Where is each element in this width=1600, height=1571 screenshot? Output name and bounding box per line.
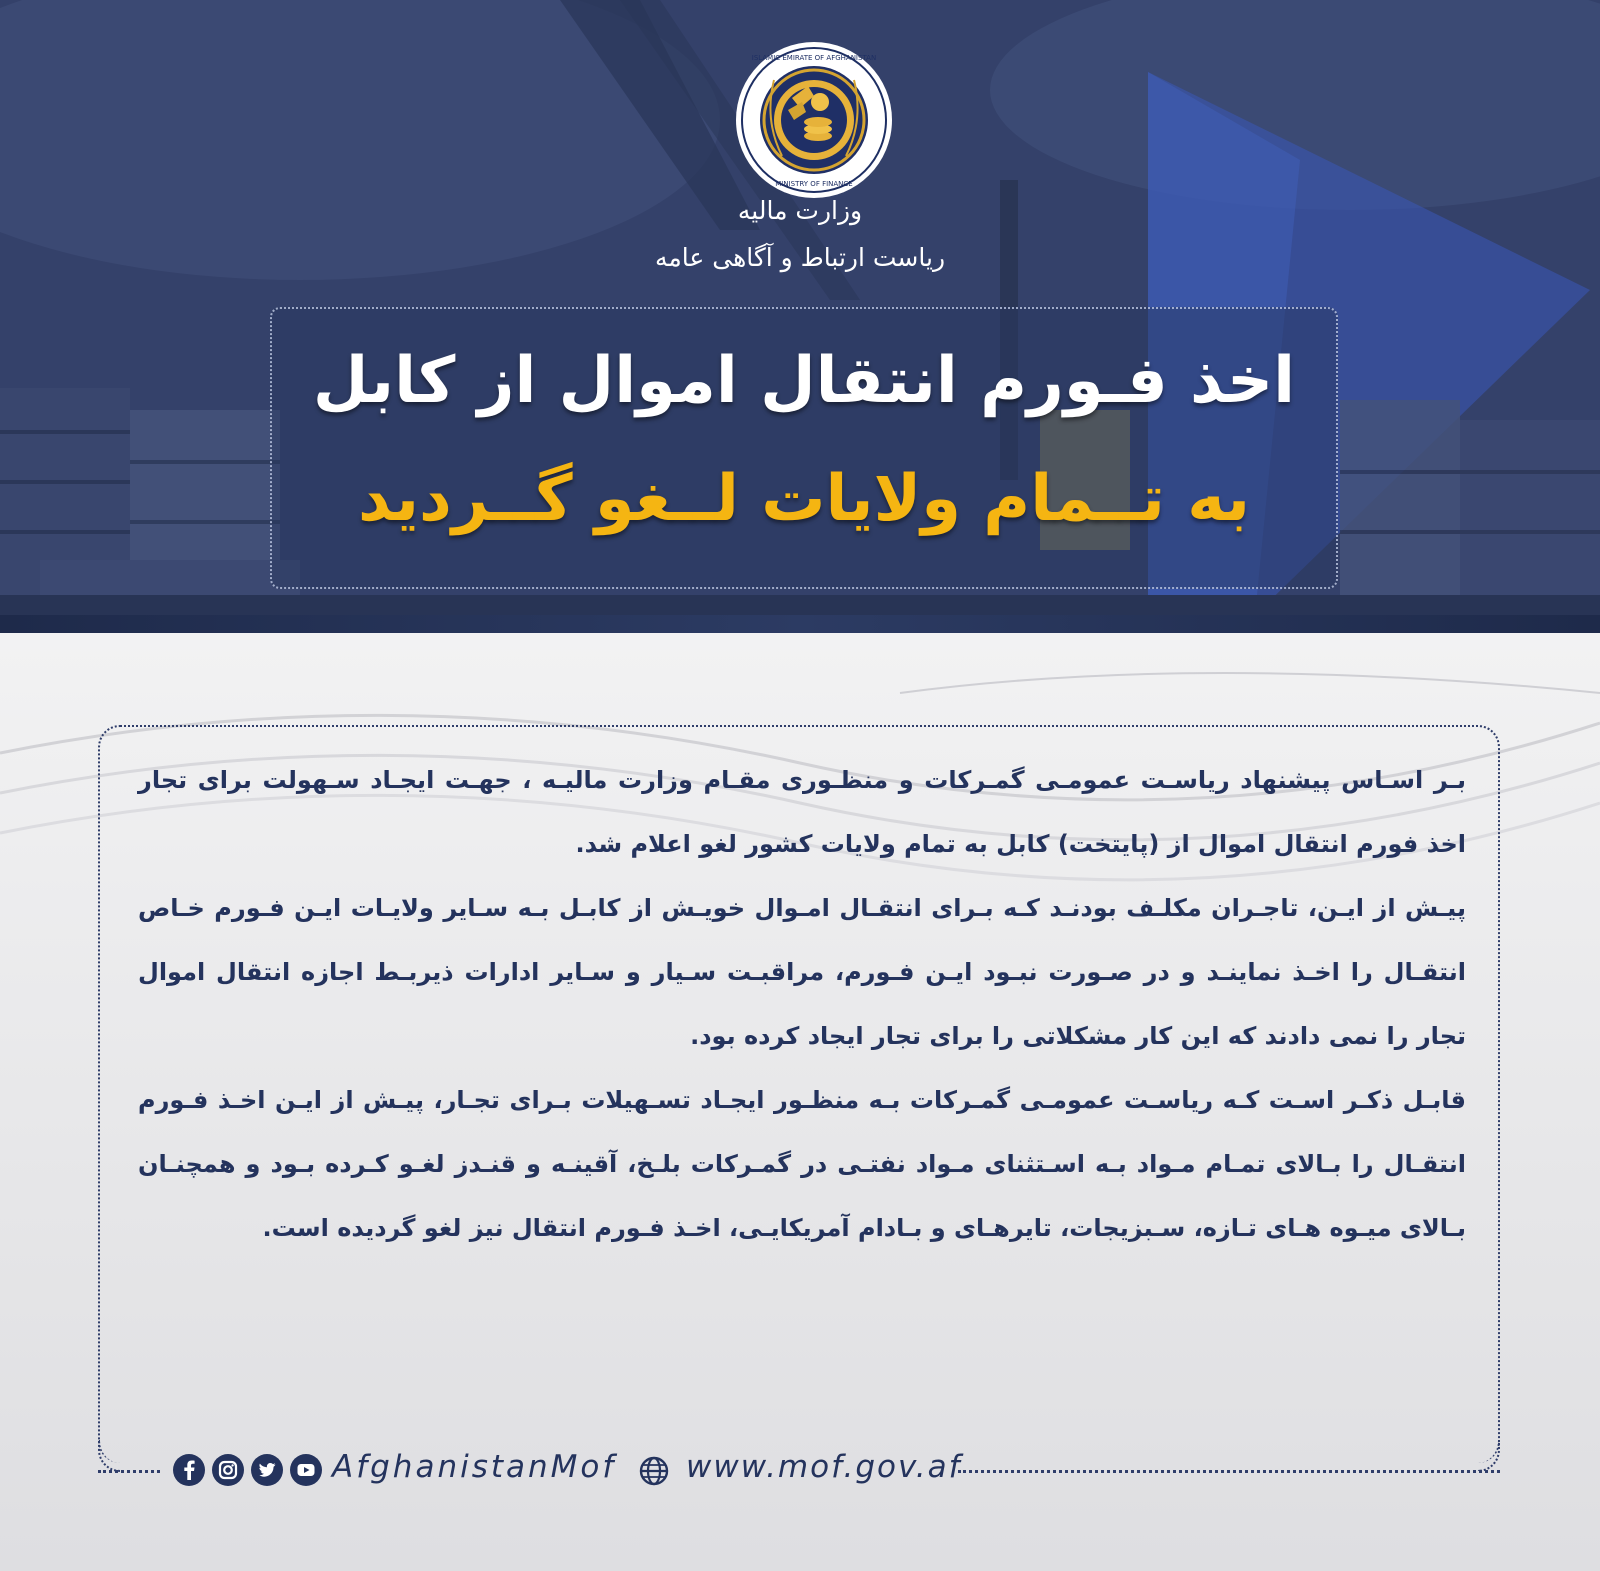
paragraph-2: پیـش از ایـن، تاجـران مکلـف بودنـد کـه بـرای انتقـال امـوال خویـش از کابـل بـه سـایر ولایـات ایـن فـورم خـاص انتقـال را اخـذ نماینـد و در صـورت نبـود ایـن فـورم، مراقبـت سـیار و سـایر ادارات ذیربـط اجازه انتقال اموال تجار را نمی دادند که این کار مشکلاتی را برای تجار ایجاد کرده بود.: [138, 894, 1466, 1050]
youtube-icon[interactable]: [289, 1453, 323, 1487]
article-body: [138, 748, 1466, 1260]
ministry-seal-icon: [734, 40, 894, 200]
ministry-logo: [734, 40, 894, 200]
paragraph-3: قابـل ذکـر اسـت کـه ریاسـت عمومـی گمـرکات بـه منظـور ایجـاد تسـهیلات بـرای تجـار، پیـش از ایـن اخـذ فـورم انتقـال را بـالای تمـام مـواد بـه اسـتثنای مـواد نفتـی در گمـرکات بلـخ، آقینـه و قنـدز لغـو کـرده بـود و همچنـان بـالای میـوه هـای تـازه، سـبزیجات، تایرهـای و بـادام آمریکایـی، اخـذ فـورم انتقال نیز لغو گردیده است.: [138, 1086, 1466, 1242]
globe-icon: [638, 1455, 670, 1487]
org-name: وزارت مالیه: [737, 196, 863, 225]
headline-box: [270, 307, 1338, 589]
social-handle[interactable]: AfghanistanMof: [332, 1449, 617, 1485]
org-department: ریاست ارتباط و آگاهی عامه: [654, 243, 946, 272]
paragraph-1: بـر اسـاس پیشنهاد ریاسـت عمومـی گمـرکات و منظـوری مقـام وزارت مالیـه ، جهـت ایجـاد سـهولت برای تجار اخذ فورم انتقال اموال از (پایتخت) کابل به تمام ولایات کشور لغو اعلام شد.: [138, 766, 1466, 858]
twitter-icon[interactable]: [250, 1453, 284, 1487]
logo-ring-text-bottom: MINISTRY OF FINANCE: [775, 180, 853, 188]
instagram-icon[interactable]: [211, 1453, 245, 1487]
headline-line-2: به تــمام ولایات لــغو گــردید: [357, 462, 1251, 536]
footer-dotted-line-left: [98, 1470, 160, 1473]
website-link[interactable]: www.mof.gov.af: [686, 1449, 962, 1485]
logo-ring-text-top: ISLAMIC EMIRATE OF AFGHANISTAN: [751, 54, 877, 62]
footer-dotted-line-right: [958, 1470, 1500, 1473]
header-banner: [0, 0, 1600, 615]
facebook-icon[interactable]: [172, 1453, 206, 1487]
header-divider-strip: [0, 615, 1600, 633]
headline-line-1: اخذ فـورم انتقال اموال از کابل: [312, 344, 1296, 418]
